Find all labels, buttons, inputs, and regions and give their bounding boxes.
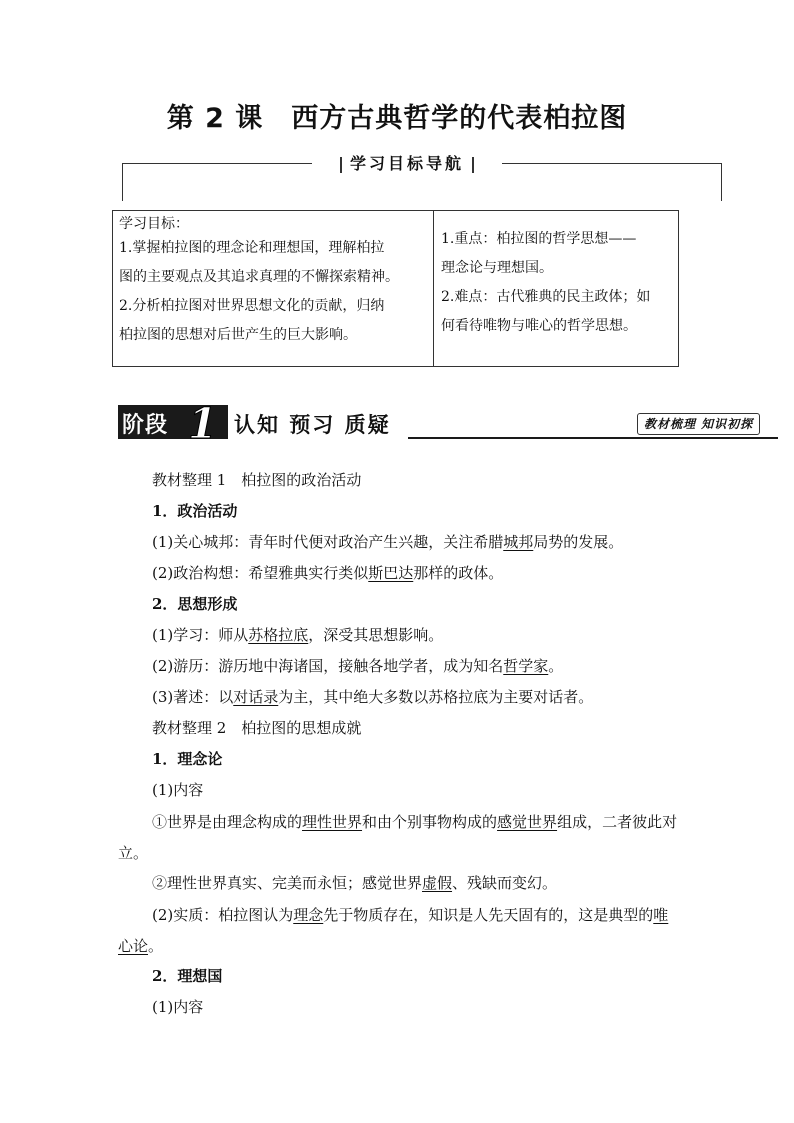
content-line (118, 652, 678, 683)
nav-divider-left (122, 163, 123, 201)
nav-label-text: 学习目标导航 (349, 154, 464, 173)
content-line: (1)内容 (152, 781, 204, 799)
text: 。 (148, 937, 164, 955)
key-point-line: 理念论与理想国。 (441, 260, 553, 276)
goal-line: 1.掌握柏拉图的理念论和理想国，理解柏拉 (119, 240, 385, 256)
text: 那样的政体。 (413, 564, 504, 582)
content-line: (1)内容 (152, 998, 204, 1016)
key-point-line: 2.难点：古代雅典的民主政体；如 (441, 289, 651, 305)
nav-divider-right (721, 163, 722, 201)
text: 。 (548, 657, 564, 675)
stage-number: 1 (188, 399, 218, 448)
text: 组成，二者彼此对立。 (118, 813, 678, 862)
answer-underline: 对话录 (233, 688, 279, 706)
content-paragraph (118, 807, 678, 869)
goal-line: 2.分析柏拉图对世界思想文化的贡献，归纳 (119, 298, 385, 314)
key-point-line: 1.重点：柏拉图的哲学思想—— (441, 231, 637, 247)
answer-underline: 苏格拉底 (248, 626, 309, 644)
text: (2)政治构想：希望雅典实行类似 (152, 564, 369, 582)
answer-underline: 感觉世界 (497, 813, 558, 831)
stage-label: 阶段 (122, 413, 169, 438)
answer-underline: 哲学家 (503, 657, 549, 675)
answer-underline: 城邦 (503, 533, 534, 551)
goals-left-cell (113, 211, 434, 366)
text: 局势的发展。 (533, 533, 624, 551)
subheading: 1．理念论 (152, 750, 223, 768)
text: 和由个别事物构成的 (362, 813, 498, 831)
answer-underline: 唯心论 (118, 906, 669, 955)
banner-rule (408, 437, 778, 439)
content-line (118, 621, 678, 652)
goal-line: 柏拉图的思想对后世产生的巨大影响。 (119, 327, 357, 343)
text: ，深受其思想影响。 (308, 626, 444, 644)
answer-underline: 斯巴达 (368, 564, 414, 582)
goal-line: 学习目标： (119, 216, 189, 232)
section-heading: 教材整理 1 柏拉图的政治活动 (152, 471, 362, 489)
text: ②理性世界真实、完美而永恒；感觉世界 (152, 874, 423, 892)
text: (2)游历：游历地中海诸国，接触各地学者，成为知名 (152, 657, 504, 675)
answer-underline: 理念 (293, 906, 324, 924)
goals-right-cell (435, 211, 678, 366)
lesson-content (118, 466, 678, 1024)
stage-title: 认知 预习 质疑 (234, 413, 391, 437)
stage-banner (118, 399, 778, 448)
text: (3)著述：以 (152, 688, 234, 706)
learning-goals-table (112, 210, 679, 367)
key-point-line: 何看待唯物与唯心的哲学思想。 (441, 318, 637, 334)
answer-underline: 虚假 (422, 874, 453, 892)
text: (1)关心城邦：青年时代便对政治产生兴趣，关注希腊 (152, 533, 504, 551)
text: (1)学习：师从 (152, 626, 249, 644)
text: 、残缺而变幻。 (452, 874, 558, 892)
text: 为主，其中绝大多数以苏格拉底为主要对话者。 (278, 688, 594, 706)
learning-goal-nav-label (312, 152, 502, 176)
subheading: 2．思想形成 (152, 595, 238, 613)
text: (2)实质：柏拉图认为 (152, 906, 294, 924)
content-line (118, 528, 678, 559)
goal-line: 图的主要观点及其追求真理的不懈探索精神。 (119, 269, 399, 285)
bar-decoration (472, 157, 474, 173)
subheading: 2．理想国 (152, 967, 223, 985)
content-paragraph (118, 900, 678, 962)
text: ①世界是由理念构成的 (152, 813, 303, 831)
content-line (118, 683, 678, 714)
content-line (118, 869, 678, 900)
answer-underline: 理性世界 (302, 813, 363, 831)
stage-tag: 教材梳理 知识初探 (637, 413, 760, 435)
content-line (118, 559, 678, 590)
bar-decoration (340, 157, 342, 173)
section-heading: 教材整理 2 柏拉图的思想成就 (152, 719, 362, 737)
text: 先于物质存在，知识是人先天固有的，这是典型的 (323, 906, 654, 924)
subheading: 1．政治活动 (152, 502, 238, 520)
page-title: 第 2 课 西方古典哲学的代表柏拉图 (166, 103, 628, 134)
